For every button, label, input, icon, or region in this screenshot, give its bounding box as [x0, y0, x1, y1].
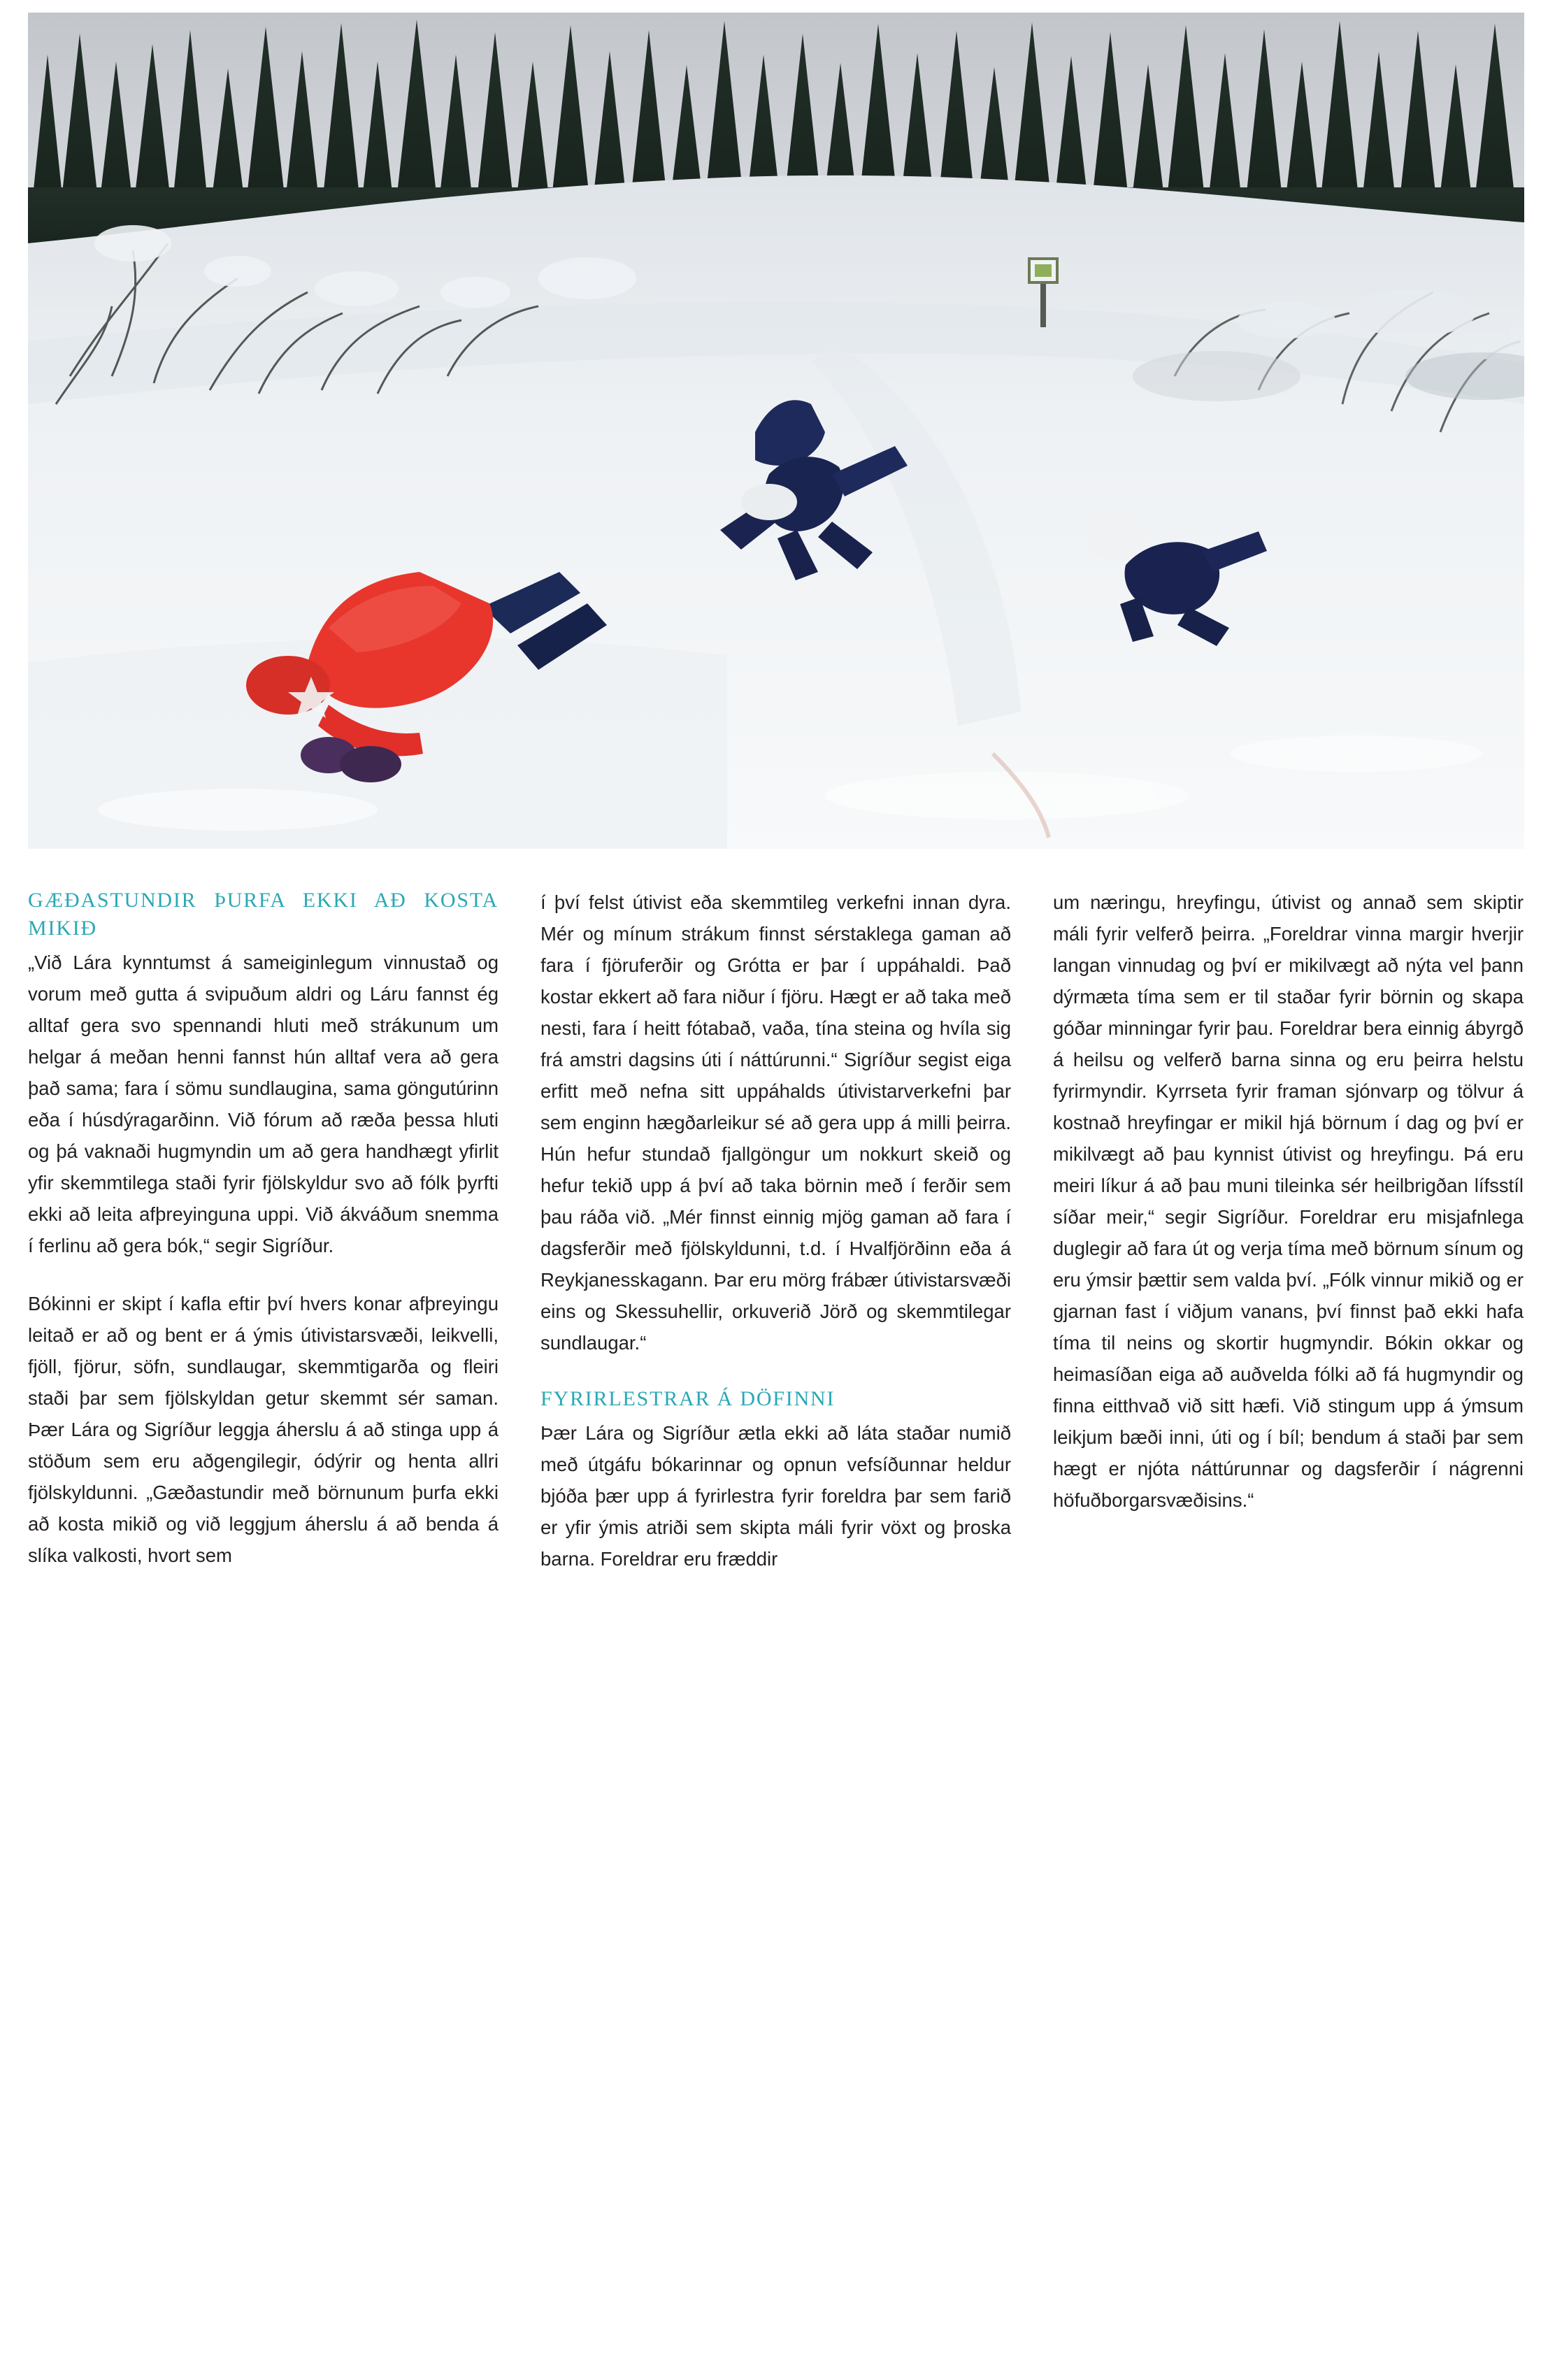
paragraph-col3-1: um næringu, hreyfingu, útivist og annað sem skiptir máli fyrir velferð þeirra. „Foreldrar vinna margir hverjir langan vinnudag og því er mikilvægt að nýta vel þann dýrmæta tíma sem er til staðar fyrir börnin og skapa góðar minningar fyrir þau. Foreldrar bera einnig ábyrgð á heilsu og velferð barna sinna og eru þeirra helstu fyrirmyndir. Kyrrseta fyrir framan sjónvarp og tölvur á kostnað hreyfingar er mikil hjá börnum í dag og því er mikilvægt að þau kynnist útivist og hreyfingu. Þá eru meiri líkur á að þau muni tileinka sér heilbrigðan lífsstíl síðar meir,“ segir Sigríður. Foreldrar eru misjafnlega duglegir að fara út og verja tíma með börnum sínum og eru ýmsir þættir sem valda því. „Fólk vinnur mikið og er gjarnan fast í viðjum vanans, því finnst það ekki hafa tíma til neins og skortir hugmyndir. Bókin okkar og heimasíðan eiga að auðvelda fólki að fá hugmyndir og finna eitthvað við sitt hæfi. Við stingum upp á ýmsum leikjum bæði inni, úti og í bíl; bendum á staði þar sem hægt er njóta náttúrunnar og dagsferðir í nágrenni höfuðborgarsvæðisins.“	[1053, 891, 1524, 1511]
children-lying-in-snow-forest-photo	[28, 13, 1524, 849]
paragraph-col1-1: „Við Lára kynntumst á sameiginlegum vinnustað og vorum með gutta á svipuðum aldri og Láru fannst ég alltaf gera svo spennandi hluti með strákunum um helgar á meðan henni fannst hún alltaf vera að gera það sama; fara í sömu sundlaugina, sama göngutúrinn eða í húsdýragarðinn. Við fórum að ræða þessa hluti og þá vaknaði hugmyndin um að gera handhægt yfirlit yfir skemmtilega staði fyrir fjölskyldur svo að fólk þyrfti ekki að leita afþreyinguna uppi. Við ákváðum snemma í ferlinu að gera bók,“ segir Sigríður.	[28, 952, 499, 1256]
article-column-3	[1053, 887, 1524, 2369]
paragraph-col2-1: í því felst útivist eða skemmtileg verkefni innan dyra. Mér og mínum strákum finnst sérstaklega gaman að fara í fjöruferðir og Grótta er þar í uppáhaldi. Það kostar ekkert að fara niður í fjöru. Hægt er að taka með nesti, fara í heitt fótabað, vaða, tína steina og hvíla sig frá amstri dagsins úti í náttúrunni.“ Sigríður segist eiga erfitt með nefna sitt uppáhalds útivistarverkefni þar sem enginn hægðarleikur sé að gera upp á milli þeirra. Hún hefur stundað fjallgöngur um nokkurt skeið og hefur tekið upp á því að taka börnin með í ferðir sem þau ráða við. „Mér finnst einnig mjög gaman að fara í dagsferðir með fjölskyldunni, t.d. í Hvalfjörðinn eða á Reykjanesskagann. Þar eru mörg frábær útivistarsvæði eins og Skessuhellir, orkuverið Jörð og skemmtilegar sundlaugar.“	[540, 891, 1011, 1354]
section-heading-gaedastundir: GÆÐASTUNDIR ÞURFA EKKI AÐ KOSTA MIKIÐ	[28, 889, 499, 940]
article-columns	[28, 887, 1524, 2369]
paragraph-col1-2: Bókinni er skipt í kafla eftir því hvers konar afþreyingu leitað er að og bent er á ýmis útivistarsvæði, leikvelli, fjöll, fjörur, söfn, sundlaugar, skemmtigarða og fleiri staði þar sem fjölskyldan getur skemmt sér saman. Þær Lára og Sigríður leggja áherslu á að stinga upp á stöðum sem eru aðgengilegir, ódýrir og henta allri fjölskyldunni. „Gæðastundir með börnunum þurfa ekki að kosta mikið og við leggjum áherslu á að benda á slíka valkosti, hvort sem	[28, 1293, 499, 1566]
section-heading-fyrirlestrar: FYRIRLESTRAR Á DÖFINNI	[540, 1387, 836, 1410]
paragraph-col2-2: Þær Lára og Sigríður ætla ekki að láta staðar numið með útgáfu bókarinnar og opnun vefsíðunnar heldur bjóða þær upp á fyrirlestra fyrir foreldra þar sem farið er yfir ýmis atriði sem skipta máli fyrir vöxt og þroska barna. Foreldrar eru fræddir	[540, 1422, 1011, 1570]
article-column-2	[540, 887, 1011, 2369]
article-column-1	[28, 887, 499, 2369]
photo-illustration	[28, 13, 1524, 849]
